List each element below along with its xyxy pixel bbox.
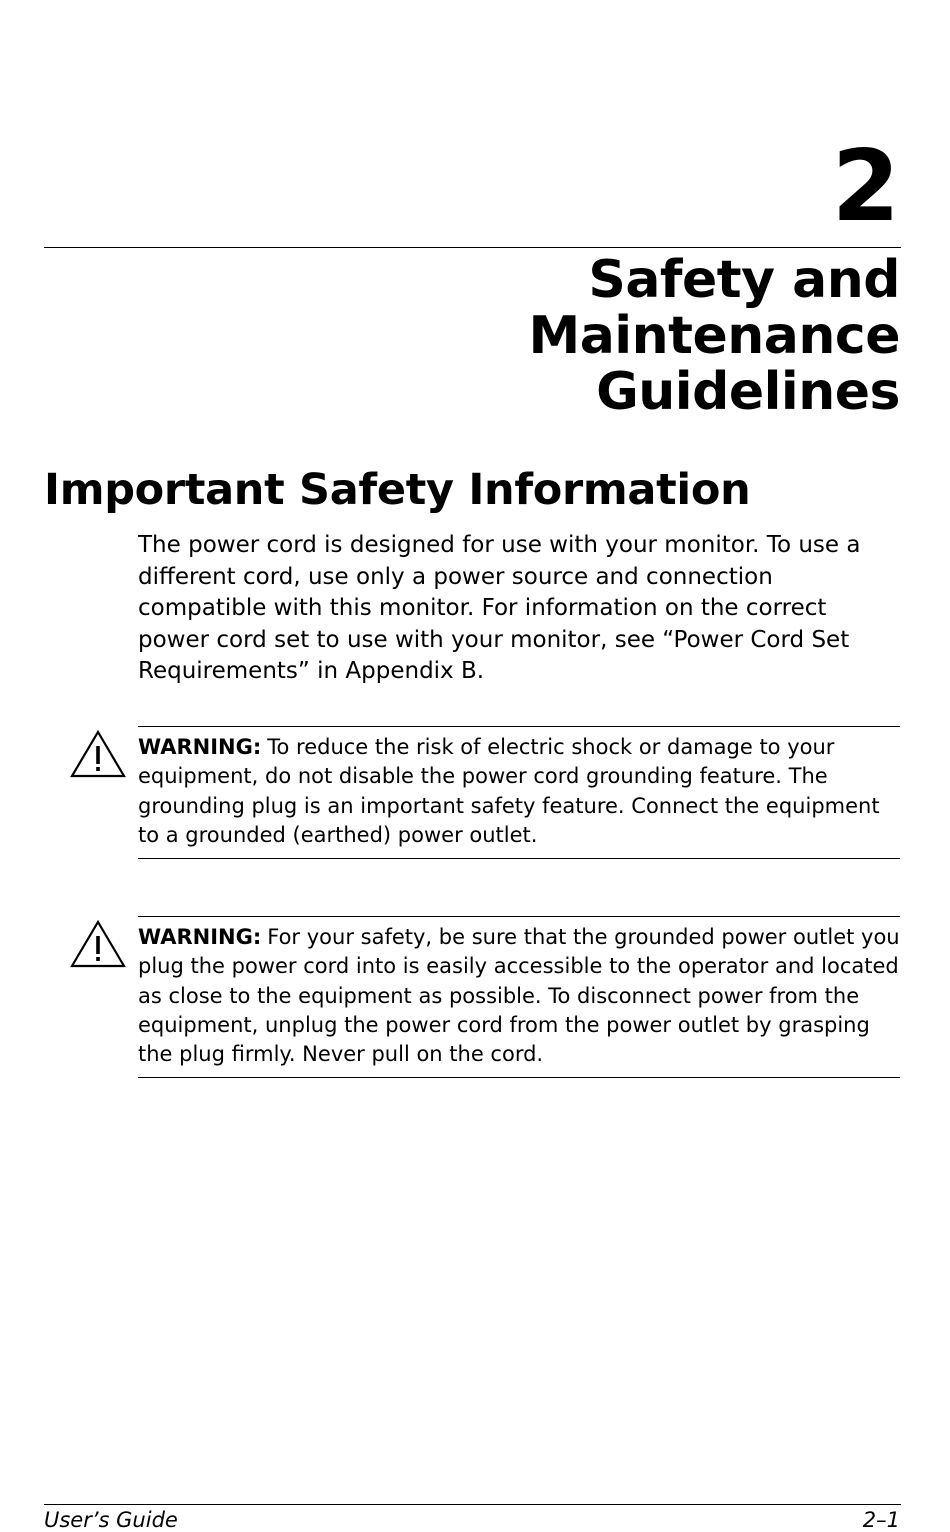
warning-triangle-icon: [70, 920, 126, 968]
chapter-title: [200, 252, 900, 420]
intro-paragraph: The power cord is designed for use with your monitor. To use a different cord, use only a power source and connection compatible with this monitor. For information on the correct power cord set to use with your monitor, see “Power Cord Set Requirements” in Appendix B.: [138, 532, 861, 684]
warning-text-2: [138, 917, 900, 1077]
warning-body: To reduce the risk of electric shock or damage to your equipment, do not disable the power cord grounding feature. The grounding plug is an important safety feature. Connect the equipment to a grounded (earthed) power outlet.: [138, 735, 880, 847]
warning-text-1: [138, 727, 900, 858]
footer-document-title: User’s Guide: [44, 1508, 178, 1532]
footer-page-number: 2–1: [862, 1508, 900, 1532]
warning-bottom-rule: [138, 1077, 900, 1078]
warning-body: For your safety, be sure that the grounded power outlet you plug the power cord into is easily accessible to the operator and located as close to the equipment as possible. To disconnect power from the equipment, unplug the power cord from the power outlet by grasping the plug firmly. Never pull on the cord.: [138, 925, 900, 1067]
section-heading: Important Safety Information: [44, 465, 751, 515]
warning-block-2: [138, 916, 900, 1078]
chapter-title-line-1: Safety and Maintenance: [528, 250, 900, 366]
chapter-number: 2: [831, 130, 900, 244]
warning-triangle-icon: [70, 730, 126, 778]
warning-label: WARNING:: [138, 735, 262, 759]
chapter-title-line-2: Guidelines: [596, 362, 900, 422]
footer-divider: [44, 1504, 901, 1505]
warning-bottom-rule: [138, 858, 900, 859]
warning-label: WARNING:: [138, 925, 262, 949]
chapter-divider: [44, 247, 901, 248]
warning-block-1: [138, 726, 900, 859]
